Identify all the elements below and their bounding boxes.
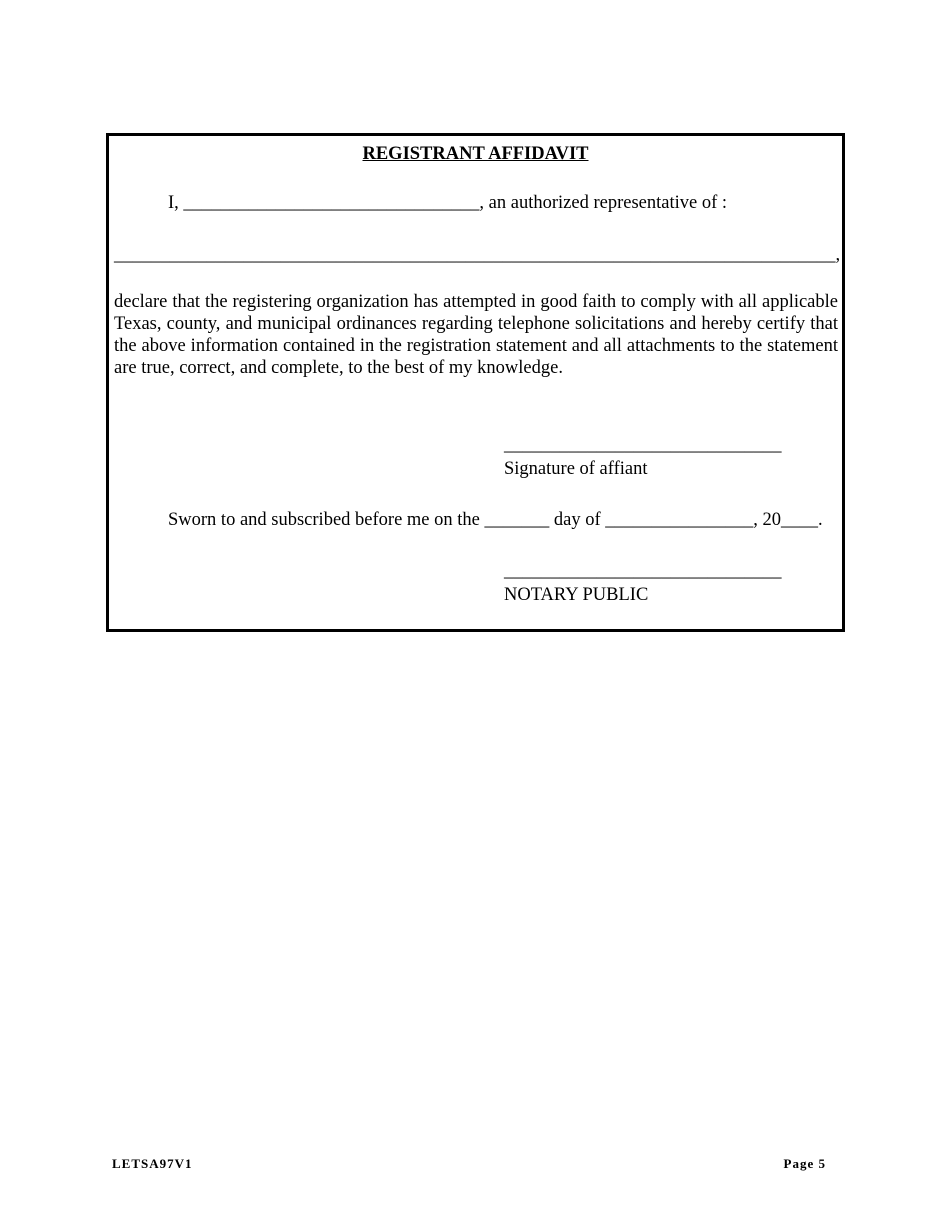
declaration-paragraph: declare that the registering organization has attempted in good faith to comply with all applicable Texas, county, and municipal ordinances regarding telephone solicitations and hereby certify that the above information contained in the registration statement and all attachments to the statement are true, correct, and complete, to the best of my knowledge. bbox=[114, 292, 838, 378]
form-code: LETSA97V1 bbox=[112, 1156, 193, 1171]
signature-label: Signature of affiant bbox=[504, 459, 648, 479]
notary-rule: ______________________________ bbox=[504, 561, 782, 581]
page-number: Page 5 bbox=[783, 1156, 826, 1171]
affidavit-box bbox=[106, 133, 845, 632]
sworn-line: Sworn to and subscribed before me on the _______ day of ________________, 20____. bbox=[168, 510, 823, 530]
organization-name-line: ______________________________________________________________________________, bbox=[114, 245, 841, 265]
representative-name-line: I, ________________________________, an authorized representative of : bbox=[168, 193, 727, 213]
affidavit-title: REGISTRANT AFFIDAVIT bbox=[362, 144, 589, 164]
notary-label: NOTARY PUBLIC bbox=[504, 585, 649, 605]
signature-rule: ______________________________ bbox=[504, 435, 782, 455]
